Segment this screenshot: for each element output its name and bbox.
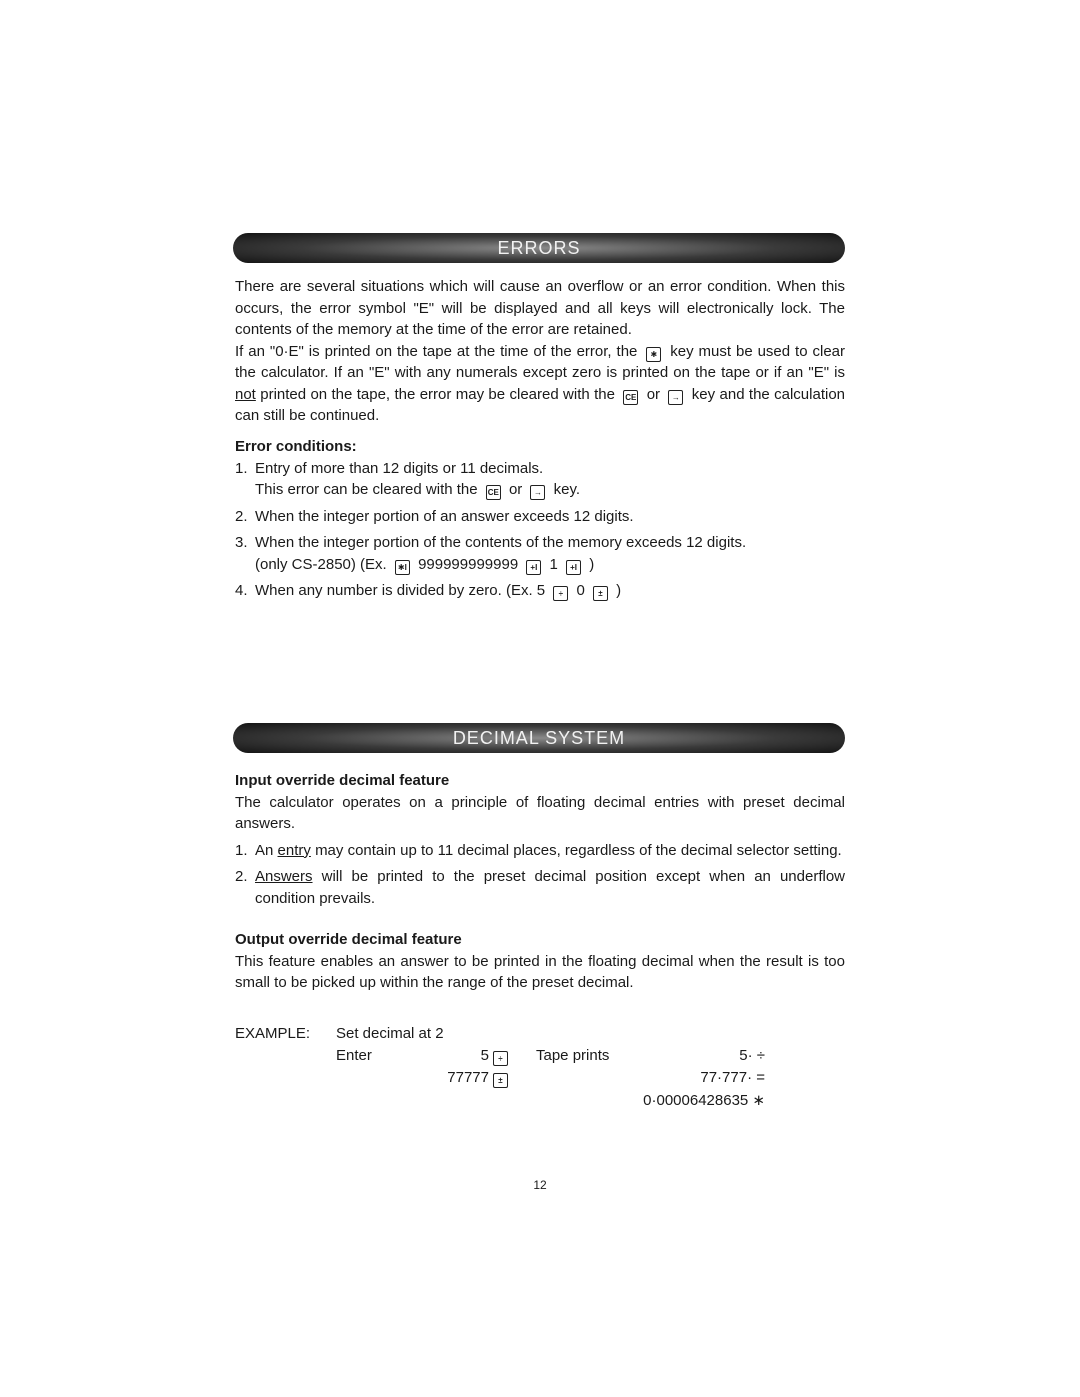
p2-text-a: If an "0·E" is printed on the tape at the time of the error, the — [235, 342, 638, 360]
condition-4-zero: 0 — [576, 582, 585, 599]
p2-or: or — [646, 385, 661, 403]
condition-3-digits: 999999999999 — [418, 555, 519, 573]
input-item-1 — [235, 840, 845, 862]
arrow-key-icon: → — [668, 390, 683, 405]
memory-recall-key-icon: ✱I — [395, 560, 410, 575]
errors-banner: ERRORS — [233, 233, 845, 263]
condition-3-one: 1 — [549, 555, 558, 573]
p2-not: not — [235, 385, 256, 403]
input-override-heading: Input override decimal feature — [235, 772, 450, 789]
condition-1-text: Entry of more than 12 digits or 11 decimals. — [255, 459, 544, 477]
input-item-2-text — [255, 866, 845, 909]
divide-key-icon: ÷ — [553, 586, 568, 601]
condition-1-text-c: key. — [553, 481, 581, 498]
divide-key-icon: ÷ — [493, 1051, 508, 1066]
condition-2-number: 2. — [235, 507, 248, 525]
decimal-system-content — [235, 770, 845, 994]
tape-line-1: 5· ÷ — [739, 1047, 765, 1064]
error-conditions — [235, 436, 845, 602]
enter-row-1 — [420, 1047, 512, 1066]
condition-1-line-2 — [255, 479, 845, 501]
condition-3-line-2 — [255, 554, 845, 576]
clear-all-key-icon: ✱ — [646, 347, 661, 362]
tape-prints-label: Tape prints — [536, 1047, 610, 1064]
input-item-1-number: 1. — [235, 841, 248, 859]
input-item-2 — [235, 866, 845, 909]
memory-plus-key-icon: +I — [526, 560, 541, 575]
condition-2-text: When the integer portion of an answer exceeds 12 digits. — [255, 507, 634, 525]
clear-entry-key-icon: CE — [486, 485, 501, 500]
condition-2 — [235, 506, 845, 528]
condition-3-close: ) — [589, 555, 595, 573]
output-override-paragraph: This feature enables an answer to be printed in the floating decimal when the result is too small to be picked up within the range of the preset decimal. — [235, 952, 845, 991]
condition-3-text: When the integer portion of the contents of the memory exceeds 12 digits. — [255, 534, 747, 551]
enter-row-2 — [400, 1069, 512, 1088]
errors-intro — [235, 276, 845, 427]
input-item-2-number: 2. — [235, 868, 248, 885]
condition-3-number: 3. — [235, 534, 248, 551]
input-item-1-b: may contain up to 11 decimal places, regardless of the decimal selector setting. — [315, 841, 842, 859]
arrow-key-icon: → — [530, 485, 545, 500]
condition-4 — [235, 580, 845, 602]
enter-value-2: 77777 — [447, 1069, 489, 1086]
input-item-1-text — [255, 840, 845, 862]
p2-text-d: key and the calculation can still be continued. — [235, 385, 845, 424]
p2-text-c: printed on the tape, the error may be cleared with the — [260, 385, 615, 403]
p2-text-b: key must be used to clear the calculator. If an "E" with any numerals except zero is printed on the tape or if an "E" is — [235, 342, 845, 381]
enter-label: Enter — [336, 1047, 372, 1064]
output-override-heading: Output override decimal feature — [235, 931, 462, 948]
condition-3 — [235, 532, 845, 575]
clear-entry-key-icon: CE — [623, 390, 638, 405]
condition-1 — [235, 458, 845, 501]
tape-line-2: 77·777· = — [700, 1069, 765, 1086]
input-override-paragraph: The calculator operates on a principle of floating decimal entries with preset decimal answers. — [235, 793, 845, 832]
page-number: 12 — [533, 1178, 547, 1192]
errors-paragraph-2 — [235, 341, 845, 427]
equals-key-icon: ± — [593, 586, 608, 601]
example-label: EXAMPLE: — [235, 1025, 311, 1042]
condition-3-text-b: (only CS-2850) (Ex. — [255, 555, 387, 573]
condition-1-number: 1. — [235, 459, 248, 477]
condition-1-or: or — [508, 481, 523, 498]
condition-4-line — [255, 580, 845, 602]
error-conditions-heading: Error conditions: — [235, 438, 357, 455]
input-item-1-a: An — [255, 841, 274, 859]
input-item-2-underlined: Answers — [255, 868, 313, 885]
example-set-decimal: Set decimal at 2 — [336, 1025, 444, 1042]
input-item-2-b: will be printed to the preset decimal position except when an underflow condition prevails. — [255, 868, 845, 907]
condition-1-text-b: This error can be cleared with the — [255, 481, 478, 498]
memory-plus-key-icon: +I — [566, 560, 581, 575]
condition-4-number: 4. — [235, 582, 248, 599]
input-item-1-underlined: entry — [277, 841, 311, 859]
enter-value-1: 5 — [480, 1047, 489, 1064]
equals-key-icon: ± — [493, 1073, 508, 1088]
tape-line-3: 0·00006428635 ∗ — [643, 1092, 765, 1109]
condition-4-close: ) — [616, 582, 622, 599]
errors-paragraph-1: There are several situations which will cause an overflow or an error condition. When this occurs, the error symbol "E" will be displayed and all keys will electronically lock. The contents of the memory at the time of the error are retained. — [235, 278, 845, 338]
condition-4-text: When any number is divided by zero. (Ex. 5 — [255, 582, 546, 599]
decimal-system-banner: DECIMAL SYSTEM — [233, 723, 845, 753]
